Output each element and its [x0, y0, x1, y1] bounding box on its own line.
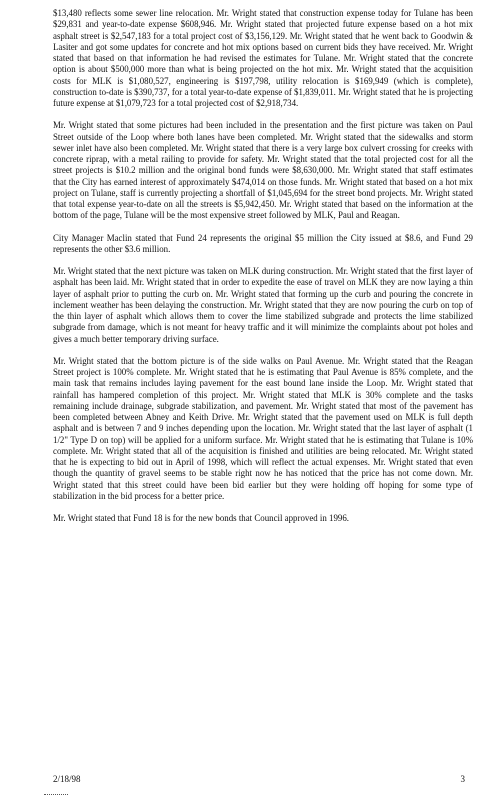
- paragraph-budget-figures: $13,480 reflects some sewer line relocation. Mr. Wright stated that construction expense today for Tulane has been $29,831 and year-to-date expense $608,946. Mr. Wright stated that projected future expense based on a hot mix asphalt street is $2,547,183 for a total project cost of $3,156,129. Mr. Wright stated that he went back to Goodwin & Lasiter and got some updates for concrete and hot mix options based on current bids they have received. Mr. Wright stated that based on that information he had revised the estimates for Tulane. Mr. Wright stated that the concrete option is about $500,000 more than what is being projected on the hot mix. Mr. Wright stated that the acquisition costs for MLK is $1,080,527, engineering is $197,798, utility relocation is $169,949 (which is complete), construction to-date is $390,737, for a total year-to-date expense of $1,839,011. Mr. Wright stated that he is projecting future expense at $1,079,723 for a total projected cost of $2,918,734.: [53, 8, 473, 108]
- paragraph-mlk-construction: Mr. Wright stated that the next picture was taken on MLK during construction. Mr. Wright stated that the first layer of asphalt has been laid. Mr. Wright stated that in order to expedite the ease of travel on MLK they are now laying a thin layer of asphalt prior to putting the curb on. Mr. Wright stated that forming up the curb and pouring the concrete in inclement weather has been delaying the construction. Mr. Wright stated that they are now pouring the curb on top of the thin layer of asphalt which allows them to cover the lime stabilized subgrade and protects the lime stabilized subgrade from damage, which is not meant for heavy traffic and it will minimize the complaints about pot holes and gives a much better temporary driving surface.: [53, 266, 473, 344]
- paragraph-street-pictures: Mr. Wright stated that some pictures had been included in the presentation and the first picture was taken on Paul Street outside of the Loop where both lanes have been completed. Mr. Wright stated that the sidewalks and storm sewer inlet have also been completed. Mr. Wright stated that there is a very large box culvert crossing for creeks with concrete riprap, with a metal railing to provide for safety. Mr. Wright stated that the total projected cost for all the street projects is $10.2 million and the original bond funds were $8,630,000. Mr. Wright stated that staff estimates that the City has earned interest of approximately $474,014 on those funds. Mr. Wright stated that based on a hot mix project on Tulane, staff is currently projecting a shortfall of $1,045,694 for the street bond projects. Mr. Wright stated that total expense year-to-date on all the streets is $5,942,450. Mr. Wright stated that based on the information at the bottom of the page, Tulane will be the most expensive street followed by MLK, Paul and Reagan.: [53, 120, 473, 221]
- scan-mark: [44, 788, 68, 795]
- footer-date: 2/18/98: [53, 774, 81, 784]
- minutes-body: [53, 8, 473, 535]
- page-footer: [53, 774, 465, 784]
- paragraph-fund-24: City Manager Maclin stated that Fund 24 represents the original $5 million the City issued at $8.6, and Fund 29 represents the other $3.6 million.: [53, 232, 473, 254]
- paragraph-fund-18: Mr. Wright stated that Fund 18 is for the new bonds that Council approved in 1996.: [53, 513, 350, 523]
- paragraph-project-status: Mr. Wright stated that the bottom picture is of the side walks on Paul Avenue. Mr. Wright stated that the Reagan Street project is 100% complete. Mr. Wright stated that he is estimating that Paul Avenue is 85% complete, and the main task that remains includes laying pavement for the east bound lane inside the Loop. Mr. Wright stated that rainfall has hampered completion of this project. Mr. Wright stated that MLK is 30% complete and the tasks remaining include drainage, subgrade stabilization, and pavement. Mr. Wright stated that most of the pavement has been completed between Abney and Keith Drive. Mr. Wright stated that the pavement used on MLK is full depth asphalt and is between 7 and 9 inches depending upon the location. Mr. Wright stated that the last layer of asphalt (1 1/2" Type D on top) will be applied for a uniform surface. Mr. Wright stated that he is estimating that Tulane is 10% complete. Mr. Wright stated that all of the acquisition is finished and utilities are being relocated. Mr. Wright stated that he is expecting to bid out in April of 1998, which will reflect the actual expenses. Mr. Wright stated that even though the quantity of gravel seems to be stable right now he has noticed that the price has not come down. Mr. Wright stated that this street could have been bid earlier but they were holding off hoping for some type of stabilization in the bid process for a better price.: [53, 355, 473, 501]
- page-number: 3: [460, 774, 465, 784]
